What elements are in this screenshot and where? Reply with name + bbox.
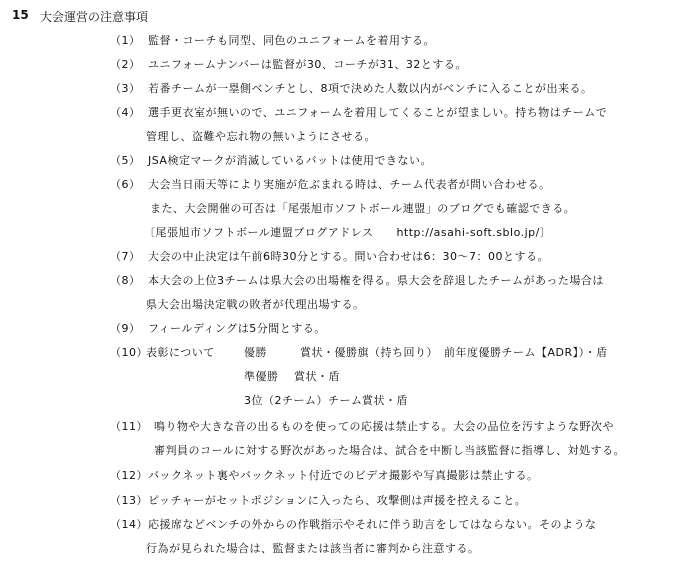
item-number: （10） — [110, 346, 148, 359]
award-rank: 優勝 — [244, 346, 267, 359]
item-text: バックネット裏やバックネット付近でのビデオ撮影や写真撮影は禁止する。 — [148, 469, 539, 482]
item-number: （6） — [110, 178, 141, 191]
item-text-continued: 行為が見られた場合は、監督または該当者に審判から注意する。 — [146, 542, 480, 555]
list-item-11-continued — [0, 442, 700, 462]
item-text-continued: 管理し、盗難や忘れ物の無いようにさせる。 — [146, 130, 376, 143]
award-row-2 — [0, 368, 700, 388]
item-number: （14） — [110, 518, 148, 531]
list-item-10 — [0, 344, 700, 364]
item-text-continued: 審判員のコールに対する野次があった場合は、試合を中断し当該監督に指導し、対処する。 — [154, 444, 626, 457]
award-prize: 賞状・優勝旗（持ち回り） 前年度優勝チーム【ADR】）・盾 — [300, 346, 608, 359]
list-item-6-continued — [0, 200, 700, 220]
item-text: 若番チームが一塁側ベンチとし、8項で決めた人数以内がベンチに入ることが出来る。 — [148, 82, 593, 95]
item-text: フィールディングは5分間とする。 — [148, 322, 326, 335]
list-item-1 — [0, 32, 700, 52]
section-title: 大会運営の注意事項 — [40, 10, 149, 24]
list-item-14 — [0, 516, 700, 536]
list-item-8 — [0, 272, 700, 292]
item-number: （4） — [110, 106, 141, 119]
list-item-3 — [0, 80, 700, 100]
item-text: ユニフォームナンバーは監督が30、コーチが31、32とする。 — [148, 58, 467, 71]
list-item-8-continued — [0, 296, 700, 316]
item-text: 鳴り物や大きな音の出るものを使っての応援は禁止する。大会の品位を汚すような野次や — [154, 420, 614, 433]
item-number: （2） — [110, 58, 141, 71]
item-text: 大会の中止決定は午前6時30分とする。問い合わせは6：30〜7：00とする。 — [148, 250, 549, 263]
item-number: （7） — [110, 250, 141, 263]
item-text: ピッチャーがセットポジションに入ったら、攻撃側は声援を控えること。 — [148, 494, 527, 507]
award-prize: 賞状・盾 — [362, 394, 408, 407]
blog-address: 〔尾張旭市ソフトボール連盟ブログアドレス http://asahi-soft.sblo.jp/〕 — [144, 226, 552, 239]
item-number: （12） — [110, 469, 148, 482]
item-text-continued: 県大会出場決定戦の敗者が代理出場する。 — [146, 298, 365, 311]
item-text: 大会当日雨天等により実施が危ぶまれる時は、チーム代表者が問い合わせる。 — [148, 178, 551, 191]
section-number: 15 — [12, 8, 29, 22]
item-text-continued: また、大会開催の可否は「尾張旭市ソフトボール連盟」のブログでも確認できる。 — [150, 202, 576, 215]
list-item-7 — [0, 248, 700, 268]
item-number: （8） — [110, 274, 141, 287]
list-item-12 — [0, 467, 700, 487]
item-number: （5） — [110, 154, 141, 167]
list-item-5 — [0, 152, 700, 172]
list-item-4 — [0, 104, 700, 124]
item-number: （3） — [110, 82, 141, 95]
list-item-14-continued — [0, 540, 700, 560]
award-rank: 準優勝 — [244, 370, 279, 383]
list-item-13 — [0, 492, 700, 512]
item-text: 表彰について — [146, 346, 215, 359]
item-text: 監督・コーチも同型、同色のユニフォームを着用する。 — [148, 34, 435, 47]
item-text: 本大会の上位3チームは県大会の出場権を得る。県大会を辞退したチームがあった場合は — [148, 274, 604, 287]
item-text: 応援席などベンチの外からの作戦指示やそれに伴う助言をしてはならない。そのような — [148, 518, 597, 531]
list-item-6-address — [0, 224, 700, 244]
item-number: （13） — [110, 494, 148, 507]
item-number: （1） — [110, 34, 141, 47]
award-row-3 — [0, 392, 700, 412]
list-item-6 — [0, 176, 700, 196]
item-text: JSA検定マークが消滅しているバットは使用できない。 — [148, 154, 432, 167]
list-item-4-continued — [0, 128, 700, 148]
item-number: （11） — [110, 420, 148, 433]
list-item-9 — [0, 320, 700, 340]
item-text: 選手更衣室が無いので、ユニフォームを着用してくることが望ましい。持ち物はチームで — [148, 106, 608, 119]
award-prize: 賞状・盾 — [294, 370, 340, 383]
list-item-2 — [0, 56, 700, 76]
item-number: （9） — [110, 322, 141, 335]
award-rank: 3位（2チーム）チーム — [244, 394, 363, 407]
list-item-11 — [0, 418, 700, 438]
